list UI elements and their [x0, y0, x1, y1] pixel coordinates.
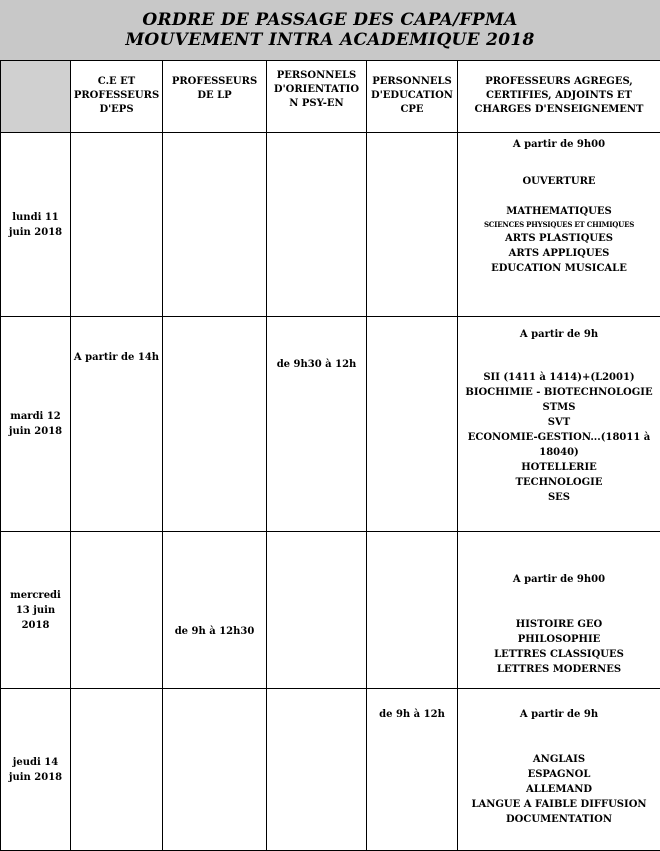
start-time: A partir de 9h00 [512, 574, 606, 585]
corner-cell [1, 61, 71, 133]
subject-item: ARTS PLASTIQUES [505, 233, 613, 244]
subject-item: SCIENCES PHYSIQUES ET CHIMIQUES [483, 220, 635, 229]
schedule-table [0, 60, 660, 851]
subject-item: ALLEMAND [525, 784, 593, 795]
subject-item: HISTOIRE GEO [515, 619, 603, 630]
orientation-cell [267, 133, 367, 317]
subject-item: PHILOSOPHIE [517, 634, 601, 645]
subject-item: SES [547, 492, 571, 503]
col-header-ce-eps: C.E ET PROFESSEURS D'EPS [71, 61, 163, 133]
ce-eps-cell [71, 689, 163, 851]
subject-item: ANGLAIS [532, 754, 586, 765]
cpe-cell: de 9h à 12h [367, 689, 458, 851]
agreges-cell [458, 689, 660, 851]
orientation-cell: de 9h30 à 12h [267, 317, 367, 532]
subject-item: ARTS APPLIQUES [508, 248, 610, 259]
lp-cell [163, 689, 267, 851]
agreges-cell [458, 532, 660, 689]
subject-item: LANGUE A FAIBLE DIFFUSION [471, 799, 647, 810]
day-cell: mercredi 13 juin 2018 [1, 532, 71, 689]
lp-cell [163, 317, 267, 532]
subject-item: TECHNOLOGIE [515, 477, 603, 488]
subject-item: OUVERTURE [522, 176, 596, 187]
title-line-1: ORDRE DE PASSAGE DES CAPA/FPMA [142, 10, 518, 30]
start-time: A partir de 9h [519, 709, 599, 720]
cpe-cell [367, 532, 458, 689]
table-row [1, 317, 660, 532]
orientation-cell [267, 532, 367, 689]
subject-item: MATHEMATIQUES [506, 206, 612, 217]
lp-cell: de 9h à 12h30 [163, 532, 267, 689]
start-time: A partir de 9h [519, 329, 599, 340]
ce-eps-cell [71, 133, 163, 317]
agreges-cell [458, 317, 660, 532]
day-cell: mardi 12 juin 2018 [1, 317, 71, 532]
day-cell: lundi 11 juin 2018 [1, 133, 71, 317]
subject-item: SVT [547, 417, 571, 428]
subject-item: ESPAGNOL [527, 769, 591, 780]
table-row [1, 532, 660, 689]
table-row [1, 689, 660, 851]
subject-item: LETTRES CLASSIQUES [494, 649, 624, 660]
subject-spacer [460, 189, 658, 204]
subject-item: BIOCHIMIE - BIOTECHNOLOGIE [465, 387, 653, 398]
col-header-agreges: PROFESSEURS AGREGES, CERTIFIES, ADJOINTS ET CHARGES D'ENSEIGNEMENT [458, 61, 660, 133]
table-row [1, 133, 660, 317]
subject-item: STMS [542, 402, 576, 413]
subject-item: LETTRES MODERNES [496, 664, 622, 675]
ce-eps-cell: A partir de 14h [71, 317, 163, 532]
start-time: A partir de 9h00 [512, 139, 606, 150]
ce-eps-cell [71, 532, 163, 689]
subject-item: ECONOMIE-GESTION...(18011 à 18040) [467, 432, 651, 458]
col-header-lp: PROFESSEURS DE LP [163, 61, 267, 133]
lp-cell [163, 133, 267, 317]
document-title [0, 0, 660, 61]
col-header-cpe: PERSONNELS D'EDUCATION CPE [367, 61, 458, 133]
agreges-cell [458, 133, 660, 317]
subject-item: DOCUMENTATION [506, 814, 612, 825]
subject-item: HOTELLERIE [521, 462, 597, 473]
subject-item: EDUCATION MUSICALE [491, 263, 627, 274]
day-cell: jeudi 14 juin 2018 [1, 689, 71, 851]
cpe-cell [367, 133, 458, 317]
col-header-orientation: PERSONNELS D'ORIENTATIO N PSY-EN [267, 61, 367, 133]
header-row [1, 61, 660, 133]
orientation-cell [267, 689, 367, 851]
title-line-2: MOUVEMENT INTRA ACADEMIQUE 2018 [125, 30, 535, 50]
cpe-cell [367, 317, 458, 532]
subject-item: SII (1411 à 1414)+(L2001) [483, 372, 635, 383]
